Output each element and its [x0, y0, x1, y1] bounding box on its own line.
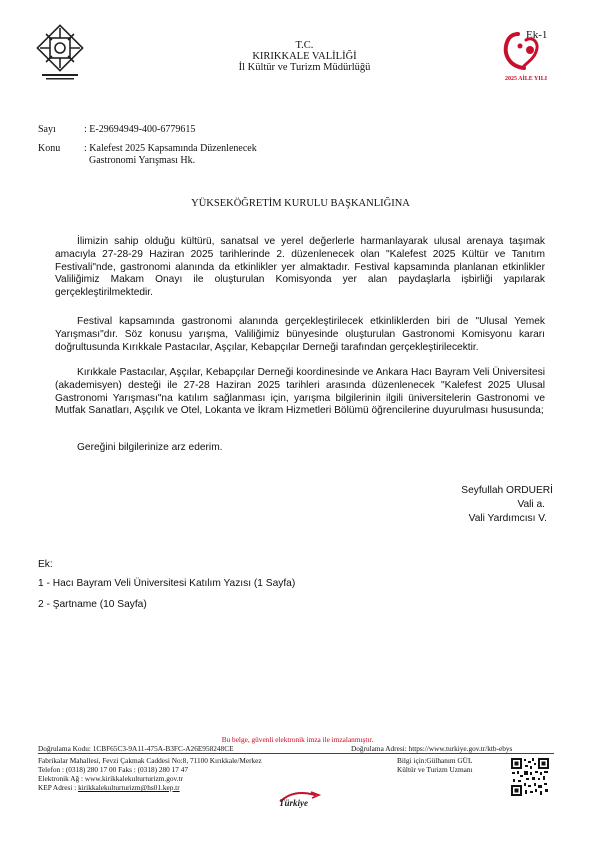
header-directorate: İl Kültür ve Turizm Müdürlüğü: [238, 62, 371, 73]
addressee: YÜKSEKÖĞRETİM KURULU BAŞKANLIĞINA: [191, 198, 410, 209]
info-title: Kültür ve Turizm Uzmanı: [397, 765, 473, 774]
paragraph-text: Kırıkkale Pastacılar, Aşçılar, Kebapçılar Derneği koordinesinde ve Ankara Hacı Bayram Veli Üniversitesi (akademisyen) desteği ile 27-28 Haziran 2025 tarihleri arasında düzenlenecek "Kalefest 2025 Ulusal Gastronomi Yarışması"na katılım sağlanması için, yarışma bilgilerinin ilgili üniversitelerin Gastronomi ve Mutfak Sanatları, Aşçılık ve Otel, Lokanta ve İkram Hizmetleri Bölümü öğrencilerine duyurulması hususunda;: [55, 367, 545, 417]
attachment-item-2: 2 - Şartname (10 Sayfa): [38, 599, 147, 610]
konu-value-1: : Kalefest 2025 Kapsamında Düzenlenecek: [84, 143, 257, 154]
konu-value-2: Gastronomi Yarışması Hk.: [89, 155, 196, 166]
family-year-text: 2025 AİLE YILI: [504, 76, 548, 82]
signer-title-1: Vali a.: [517, 499, 545, 510]
kep-link[interactable]: kirikkalekulturturizm@hs01.kep.tr: [78, 783, 180, 792]
body-paragraph-2: [55, 316, 545, 354]
verify-code: Doğrulama Kodu: 1CBF65C3-9A11-475A-B3FC-A26E958248CE: [38, 744, 234, 753]
signature-block: [353, 484, 553, 526]
signer-title-2: Vali Yardımcısı V.: [468, 513, 547, 524]
footer-address: Fabrikalar Mahallesi, Fevzi Çakmak Caddesi No:8, 71100 Kırıkkale/Merkez: [38, 756, 262, 765]
paragraph-text: Festival kapsamında gastronomi alanında gerçekleştirilecek etkinliklerden biri de "Ulusal Yemek Yarışması"dır. Söz konusu yarışma, Valiliğimiz bünyesinde oluşturulan Gastronomi Komisyonu kararı doğrultusunda Kırıkkale Pastacılar, Aşçılar, Kebapçılar Derneği tarafından gerçekleştirilecektir.: [55, 316, 545, 353]
sayi-value: : E-29694949-400-6779615: [84, 124, 196, 135]
footer-kep: [38, 783, 180, 792]
family-year-logo: [496, 26, 552, 86]
footer-phone: Telefon : (0318) 280 17 00 Faks : (0318) 280 17 47: [38, 765, 189, 774]
verify-address: Doğrulama Adresi: https://www.turkiye.gov.tr/ktb-ebys: [351, 744, 513, 753]
header-tc: T.C.: [295, 40, 314, 51]
footer-web: Elektronik Ağ : www.kirikkalekulturturizm.gov.tr: [38, 774, 183, 783]
qr-code-icon: [510, 757, 550, 797]
body-paragraph-3: [55, 367, 545, 418]
attachments-label: Ek:: [38, 559, 53, 570]
header-governorship: KIRIKKALE VALİLİĞİ: [252, 51, 357, 62]
signer-name: Seyfullah ORDUERİ: [461, 485, 553, 496]
attachment-item-1: 1 - Hacı Bayram Veli Üniversitesi Katılım Yazısı (1 Sayfa): [38, 578, 296, 589]
paragraph-text: Gereğini bilgilerinize arz ederim.: [77, 442, 223, 453]
kep-label: KEP Adresi :: [38, 783, 79, 792]
turkiye-logo: [275, 790, 325, 814]
info-contact: Bilgi için:Gülhanım GÜL: [397, 756, 473, 765]
annex-label: Ek-1: [526, 29, 548, 41]
sayi-label: Sayı: [38, 124, 56, 135]
body-paragraph-4: [55, 442, 545, 455]
paragraph-text: İlimizin sahip olduğu kültürü, sanatsal ve yerel değerlerle harmanlayarak ulusal arenaya taşımak amacıyla 27-28-29 Haziran 2025 tarihlerinde 2. düzenlenecek olan "Kalefest 2025 Kültür ve Tanıtım Festivali"nde, gastronomi alanında da etkinlikler yer almaktadır. Festival kapsamında planlanan etkinlikler Valiliğimiz Makam Onayı ile oluşturulan Komisyonda yer alan paydaşlarla işbirliği yapılarak gerçekleştirilmektedir.: [55, 236, 545, 299]
turkiye-logo-text: Türkiye: [279, 798, 308, 808]
footer-divider: [38, 753, 554, 754]
esign-note: Bu belge, güvenli elektronik imza ile imzalanmıştır.: [221, 735, 374, 744]
body-paragraph-1: [55, 236, 545, 300]
konu-label: Konu: [38, 143, 61, 154]
